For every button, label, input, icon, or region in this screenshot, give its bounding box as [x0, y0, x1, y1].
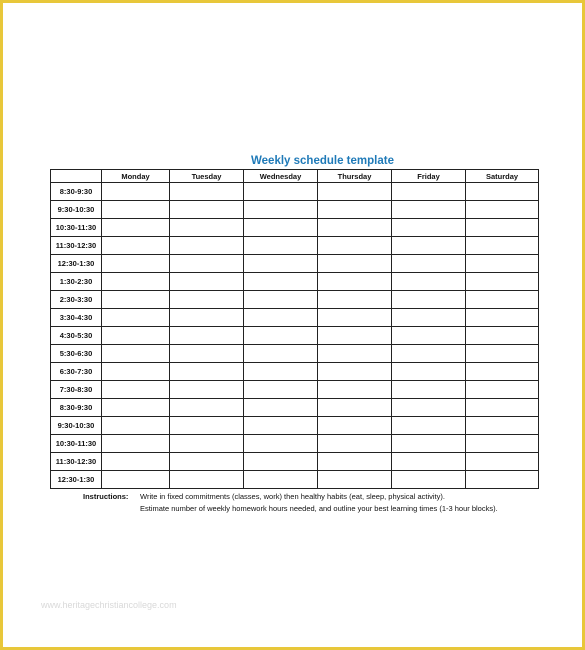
schedule-cell[interactable] — [466, 399, 539, 417]
schedule-cell[interactable] — [102, 183, 170, 201]
schedule-cell[interactable] — [244, 453, 318, 471]
schedule-cell[interactable] — [392, 381, 466, 399]
table-row — [51, 381, 539, 399]
time-slot-label: 7:30-8:30 — [51, 381, 102, 399]
schedule-cell[interactable] — [102, 345, 170, 363]
schedule-cell[interactable] — [392, 237, 466, 255]
schedule-cell[interactable] — [102, 453, 170, 471]
schedule-cell[interactable] — [170, 471, 244, 489]
day-header-thursday: Thursday — [318, 170, 392, 183]
time-slot-label: 3:30-4:30 — [51, 309, 102, 327]
schedule-cell[interactable] — [318, 399, 392, 417]
time-slot-label: 9:30-10:30 — [51, 417, 102, 435]
schedule-cell[interactable] — [102, 237, 170, 255]
schedule-cell[interactable] — [102, 273, 170, 291]
schedule-cell[interactable] — [244, 255, 318, 273]
schedule-cell[interactable] — [392, 273, 466, 291]
schedule-cell[interactable] — [466, 453, 539, 471]
schedule-cell[interactable] — [318, 381, 392, 399]
schedule-cell[interactable] — [392, 345, 466, 363]
schedule-cell[interactable] — [102, 363, 170, 381]
schedule-cell[interactable] — [244, 399, 318, 417]
schedule-cell[interactable] — [318, 327, 392, 345]
schedule-cell[interactable] — [318, 273, 392, 291]
schedule-cell[interactable] — [392, 363, 466, 381]
schedule-cell[interactable] — [170, 345, 244, 363]
page-title: Weekly schedule template — [251, 155, 394, 167]
time-slot-label: 8:30-9:30 — [51, 183, 102, 201]
schedule-cell[interactable] — [170, 201, 244, 219]
schedule-cell[interactable] — [102, 219, 170, 237]
schedule-cell[interactable] — [170, 309, 244, 327]
table-row — [51, 363, 539, 381]
schedule-cell[interactable] — [244, 291, 318, 309]
time-slot-label: 2:30-3:30 — [51, 291, 102, 309]
schedule-table — [50, 169, 539, 489]
schedule-cell[interactable] — [102, 471, 170, 489]
schedule-cell[interactable] — [392, 435, 466, 453]
schedule-cell[interactable] — [318, 219, 392, 237]
schedule-cell[interactable] — [170, 435, 244, 453]
schedule-cell[interactable] — [466, 471, 539, 489]
time-slot-label: 9:30-10:30 — [51, 201, 102, 219]
schedule-cell[interactable] — [244, 273, 318, 291]
document-page — [3, 3, 582, 647]
schedule-cell[interactable] — [466, 435, 539, 453]
schedule-cell[interactable] — [392, 327, 466, 345]
schedule-cell[interactable] — [102, 201, 170, 219]
table-row — [51, 327, 539, 345]
instructions-line-2: Estimate number of weekly homework hours needed, and outline your best learning times (1-3 hour blocks). — [140, 504, 498, 513]
schedule-cell[interactable] — [392, 399, 466, 417]
schedule-cell[interactable] — [244, 219, 318, 237]
table-row — [51, 183, 539, 201]
schedule-cell[interactable] — [170, 363, 244, 381]
time-slot-label: 4:30-5:30 — [51, 327, 102, 345]
schedule-cell[interactable] — [392, 471, 466, 489]
time-slot-label: 12:30-1:30 — [51, 471, 102, 489]
table-row — [51, 309, 539, 327]
schedule-cell[interactable] — [170, 237, 244, 255]
table-row — [51, 471, 539, 489]
schedule-cell[interactable] — [170, 453, 244, 471]
time-slot-label: 8:30-9:30 — [51, 399, 102, 417]
schedule-cell[interactable] — [318, 291, 392, 309]
table-row — [51, 237, 539, 255]
schedule-cell[interactable] — [466, 381, 539, 399]
schedule-cell[interactable] — [466, 363, 539, 381]
schedule-cell[interactable] — [244, 345, 318, 363]
day-header-saturday: Saturday — [466, 170, 539, 183]
time-slot-label: 1:30-2:30 — [51, 273, 102, 291]
schedule-cell[interactable] — [170, 399, 244, 417]
schedule-cell[interactable] — [244, 201, 318, 219]
schedule-cell[interactable] — [102, 327, 170, 345]
schedule-cell[interactable] — [170, 417, 244, 435]
day-header-monday: Monday — [102, 170, 170, 183]
schedule-cell[interactable] — [244, 327, 318, 345]
schedule-cell[interactable] — [102, 381, 170, 399]
day-header-wednesday: Wednesday — [244, 170, 318, 183]
schedule-cell[interactable] — [466, 219, 539, 237]
schedule-cell[interactable] — [170, 273, 244, 291]
schedule-cell[interactable] — [318, 345, 392, 363]
schedule-cell[interactable] — [170, 255, 244, 273]
instructions-text-1: Write in fixed commitments (classes, work) then healthy habits (eat, sleep, physical activity). — [140, 492, 445, 501]
time-slot-label: 11:30-12:30 — [51, 237, 102, 255]
schedule-cell[interactable] — [170, 381, 244, 399]
schedule-cell[interactable] — [170, 291, 244, 309]
schedule-body — [51, 183, 539, 489]
schedule-cell[interactable] — [466, 201, 539, 219]
schedule-cell[interactable] — [392, 183, 466, 201]
schedule-cell[interactable] — [466, 327, 539, 345]
schedule-cell[interactable] — [244, 309, 318, 327]
schedule-cell[interactable] — [318, 237, 392, 255]
header-row — [51, 170, 539, 183]
time-slot-label: 5:30-6:30 — [51, 345, 102, 363]
table-row — [51, 255, 539, 273]
schedule-cell[interactable] — [466, 345, 539, 363]
schedule-cell[interactable] — [102, 309, 170, 327]
schedule-cell[interactable] — [392, 309, 466, 327]
schedule-cell[interactable] — [244, 237, 318, 255]
schedule-cell[interactable] — [318, 309, 392, 327]
schedule-cell[interactable] — [392, 453, 466, 471]
table-row — [51, 345, 539, 363]
time-slot-label: 6:30-7:30 — [51, 363, 102, 381]
schedule-cell[interactable] — [244, 471, 318, 489]
schedule-cell[interactable] — [466, 417, 539, 435]
instructions — [83, 491, 498, 515]
schedule-cell[interactable] — [102, 399, 170, 417]
time-slot-label: 10:30-11:30 — [51, 435, 102, 453]
schedule-cell[interactable] — [466, 309, 539, 327]
time-slot-label: 12:30-1:30 — [51, 255, 102, 273]
schedule-cell[interactable] — [392, 219, 466, 237]
corner-cell — [51, 170, 102, 183]
schedule-cell[interactable] — [318, 417, 392, 435]
schedule-cell[interactable] — [466, 291, 539, 309]
schedule-cell[interactable] — [392, 255, 466, 273]
schedule-cell[interactable] — [318, 435, 392, 453]
schedule-cell[interactable] — [102, 417, 170, 435]
schedule-cell[interactable] — [466, 237, 539, 255]
table-row — [51, 201, 539, 219]
schedule-cell[interactable] — [102, 435, 170, 453]
schedule-cell[interactable] — [466, 273, 539, 291]
schedule-cell[interactable] — [318, 201, 392, 219]
watermark: www.heritagechristiancollege.com — [41, 600, 177, 610]
table-row — [51, 453, 539, 471]
schedule-cell[interactable] — [244, 381, 318, 399]
schedule-cell[interactable] — [392, 291, 466, 309]
schedule-cell[interactable] — [392, 417, 466, 435]
schedule-cell[interactable] — [170, 183, 244, 201]
table-row — [51, 435, 539, 453]
schedule-cell[interactable] — [244, 435, 318, 453]
table-row — [51, 291, 539, 309]
schedule-cell[interactable] — [466, 183, 539, 201]
table-row — [51, 219, 539, 237]
schedule-cell[interactable] — [102, 291, 170, 309]
schedule-cell[interactable] — [244, 363, 318, 381]
time-slot-label: 11:30-12:30 — [51, 453, 102, 471]
table-row — [51, 273, 539, 291]
schedule-cell[interactable] — [318, 453, 392, 471]
schedule-cell[interactable] — [466, 255, 539, 273]
instructions-line-1 — [83, 491, 498, 503]
day-header-friday: Friday — [392, 170, 466, 183]
schedule-cell[interactable] — [318, 183, 392, 201]
table-row — [51, 417, 539, 435]
schedule-cell[interactable] — [170, 219, 244, 237]
schedule-cell[interactable] — [102, 255, 170, 273]
schedule-cell[interactable] — [318, 255, 392, 273]
schedule-cell[interactable] — [392, 201, 466, 219]
schedule-cell[interactable] — [318, 471, 392, 489]
schedule-cell[interactable] — [170, 327, 244, 345]
schedule-cell[interactable] — [318, 363, 392, 381]
time-slot-label: 10:30-11:30 — [51, 219, 102, 237]
day-header-tuesday: Tuesday — [170, 170, 244, 183]
schedule-cell[interactable] — [244, 417, 318, 435]
table-row — [51, 399, 539, 417]
schedule-cell[interactable] — [244, 183, 318, 201]
instructions-label: Instructions: — [83, 492, 129, 501]
